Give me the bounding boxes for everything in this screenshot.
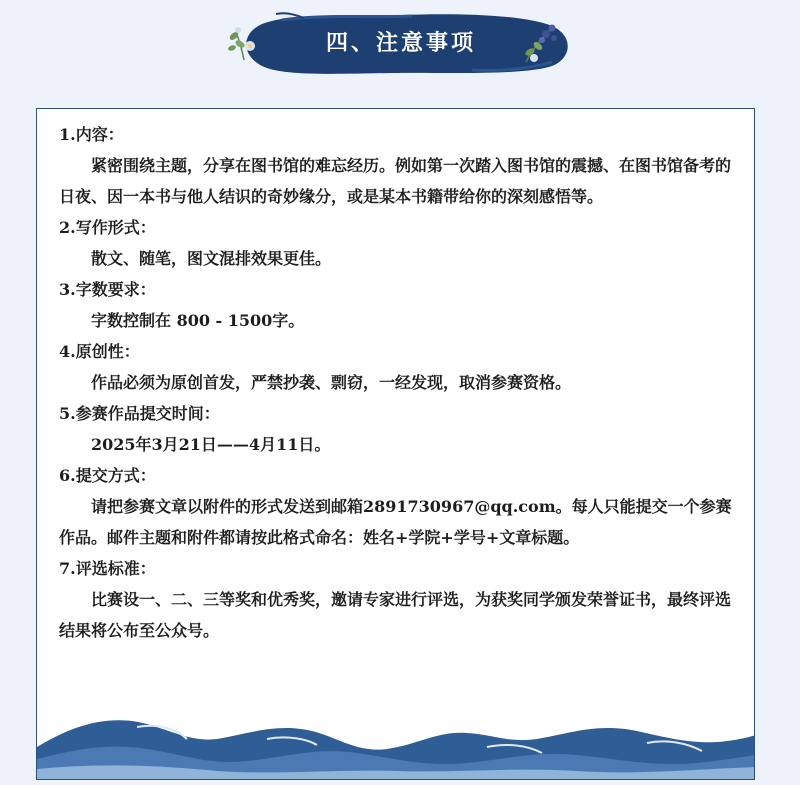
section-text: 字数控制在 800 - 1500字。 [91, 311, 305, 330]
wave-decoration [37, 709, 755, 779]
page-title: 四、注意事项 [325, 31, 476, 56]
flower-left-icon [226, 22, 262, 62]
section-heading: 3.字数要求： [59, 280, 156, 299]
section-text: 请把参赛文章以附件的形式发送到邮箱2891730967@qq.com。每人只能提交一个参赛作品。邮件主题和附件都请按此格式命名：姓名+学院+学号+文章标题。 [59, 497, 732, 547]
section-heading: 2.写作形式： [59, 218, 156, 237]
section-text: 紧密围绕主题，分享在图书馆的难忘经历。例如第一次踏入图书馆的震撼、在图书馆备考的日夜、因一本书与他人结识的奇妙缘分，或是某本书籍带给你的深刻感悟等。 [59, 156, 732, 206]
section-heading: 4.原创性： [59, 342, 140, 361]
section-heading: 5.参赛作品提交时间： [59, 404, 220, 423]
section-heading: 6.提交方式： [59, 466, 156, 485]
section-text: 2025年3月21日——4月11日。 [91, 435, 331, 454]
section-text: 作品必须为原创首发，严禁抄袭、剽窃，一经发现，取消参赛资格。 [91, 373, 572, 392]
section-heading: 7.评选标准： [59, 559, 156, 578]
flower-right-icon [520, 20, 562, 64]
section-heading: 1.内容： [59, 125, 124, 144]
notice-content [59, 119, 735, 646]
section-text: 比赛设一、二、三等奖和优秀奖，邀请专家进行评选，为获奖同学颁发荣誉证书，最终评选结果将公布至公众号。 [59, 590, 732, 640]
section-text: 散文、随笔，图文混排效果更佳。 [91, 249, 332, 268]
notice-card [36, 108, 755, 780]
